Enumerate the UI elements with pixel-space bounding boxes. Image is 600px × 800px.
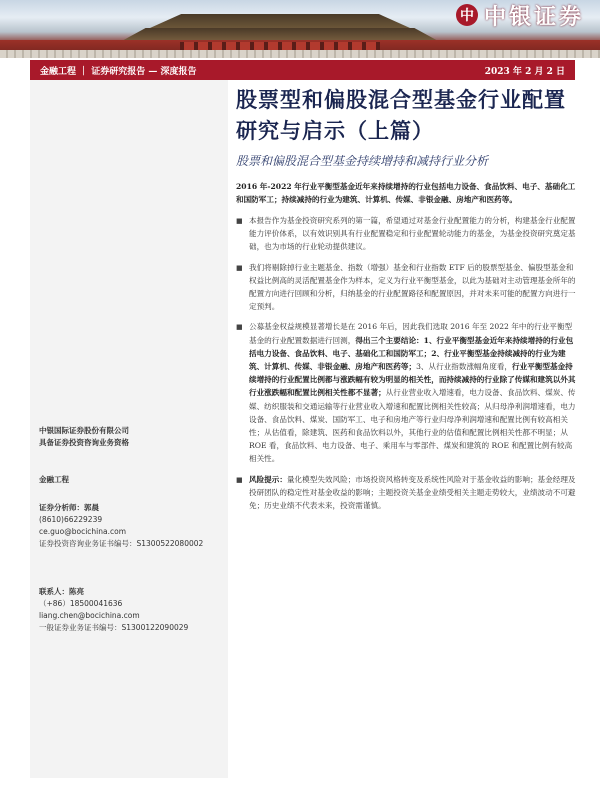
sidebar-company-block [39, 425, 129, 449]
analyst-cert: 证券投资咨询业务证书编号：S1300522080002 [39, 539, 204, 548]
bullet-text-b: 3、从行业指数涨幅角度看， [416, 362, 513, 372]
analyst-phone: (8610)66229239 [39, 515, 103, 524]
analyst-email[interactable]: ce.guo@bocichina.com [39, 527, 126, 536]
square-bullet-icon: ■ [236, 263, 243, 272]
bank-logo-icon: 中 [456, 4, 478, 26]
report-subtitle: 股票和偏股混合型基金持续增持和减持行业分析 [236, 154, 489, 168]
department: 金融工程 [39, 475, 69, 484]
brand-logo [456, 0, 584, 30]
risk-body: 量化模型失效风险；市场投资风格转变及系统性风险对于基金收益的影响；基金经理及投研团队的稳定性对基金收益的影响；主题投资关基金业绩受相关主题走势较大，业绩波动不可避免；历史业绩不代表未来，投资需谨慎。 [249, 474, 576, 511]
contact-phone: （+86）18500041636 [39, 599, 123, 608]
square-bullet-icon: ■ [236, 323, 243, 332]
square-bullet-icon: ■ [236, 217, 243, 225]
risk-label: 风险提示： [249, 474, 287, 484]
square-bullet-icon: ■ [236, 475, 243, 484]
contact-name: 联系人：陈亮 [39, 587, 84, 596]
bullet-item [236, 261, 576, 314]
contact-cert: 一般证券业务证书编号：S1300122090029 [39, 623, 189, 632]
report-date: 2023 年 2 月 2 日 [484, 66, 565, 77]
bullet-text: 本报告作为基金投资研究系列的第一篇，希望通过对基金行业配置能力的分析，构建基金行业配置能力评价体系，以有效识别具有行业配置稳定和行业配置轮动能力的基金，为基金投资研究奠定基础，也为市场的行业轮动提供建议。 [249, 216, 576, 252]
bullet-item [236, 214, 576, 254]
palace-roof [150, 8, 410, 28]
bullet-list [236, 214, 576, 512]
bullet-bold-a: 得出三个主要结论：1、行业平衡型基金近年来持续增持的行业包括电力设备、食品饮料、电子、基础化工和国防军工；2、行业平衡型基金持续减持的行业为建筑、计算机、传媒、非银金融、房地产和医药等； [249, 335, 574, 372]
sidebar-dept [39, 474, 69, 486]
company-qualification: 具备证券投资咨询业务资格 [39, 438, 129, 447]
bullet-text-a: 公募基金权益规模显著增长是在 2016 年后，因此我们选取 2016 年至 2022 年中的行业平衡型基金的行业配置数据进行回测， [249, 322, 573, 345]
intro-summary: 2016 年-2022 年行业平衡型基金近年来持续增持的行业包括电力设备、食品饮料、电子、基础化工和国防军工；持续减持的行业为建筑、计算机、传媒、非银金融、房地产和医药等。 [236, 182, 576, 204]
main-content [236, 84, 576, 519]
company-name: 中银国际证券股份有限公司 [39, 426, 129, 435]
bullet-text-c: 从行业营业收入增速看，电力设备、食品饮料、煤炭、传媒、纺织服装和交通运输等行业营业收入增速和配置比例相关性较高；从归母净利润增速看，电力设备、食品饮料、煤炭、国防军工、电子和房地产等行业归母净利润增速和配置比例有较高相关性；从估值看，除建筑、医药和食品饮料以外，其他行业的估值和配置比例相关性都不明显；从 ROE 看，食品饮料、电力设备、电子、乘用车与零部件、煤炭和建筑的 ROE 和配置比例有较高相关性。 [249, 388, 576, 464]
palace-steps [0, 50, 600, 58]
risk-text [249, 473, 576, 513]
category-bar [30, 60, 575, 80]
bullet-text [249, 320, 576, 465]
bullet-text: 我们将剔除掉行业主题基金、指数（增强）基金和行业指数 ETF 后的股票型基金、偏股型基金和权益比例高的灵活配置基金作为样本，定义为行业平衡型基金，以此为基础对主动管理基金所年的配置方向进行回顾和分析，归纳基金的行业配置路径和配置原因，并对未来可能的配置方向进行一定预判。 [249, 262, 576, 312]
report-category: 金融工程 ｜ 证券研究报告 — 深度报告 [40, 66, 197, 77]
bullet-item [236, 320, 576, 465]
header-banner [0, 0, 600, 58]
brand-name: 中银证券 [483, 4, 584, 30]
bullet-item [236, 473, 576, 513]
contact-email[interactable]: liang.chen@bocichina.com [39, 611, 140, 620]
sidebar-contact-block [39, 586, 188, 634]
analyst-name: 证券分析师：郭晨 [39, 503, 99, 512]
report-title: 股票型和偏股混合型基金行业配置研究与启示（上篇） [236, 87, 566, 143]
sidebar-analyst-block [39, 502, 203, 550]
bullet-bold-b: 行业平衡型基金持续增持的行业配置比例都与涨跌幅有较为明显的相关性，而持续减持的行业除了传媒和建筑以外其行业涨跌幅和配置比例相关性都不显著； [249, 362, 576, 398]
